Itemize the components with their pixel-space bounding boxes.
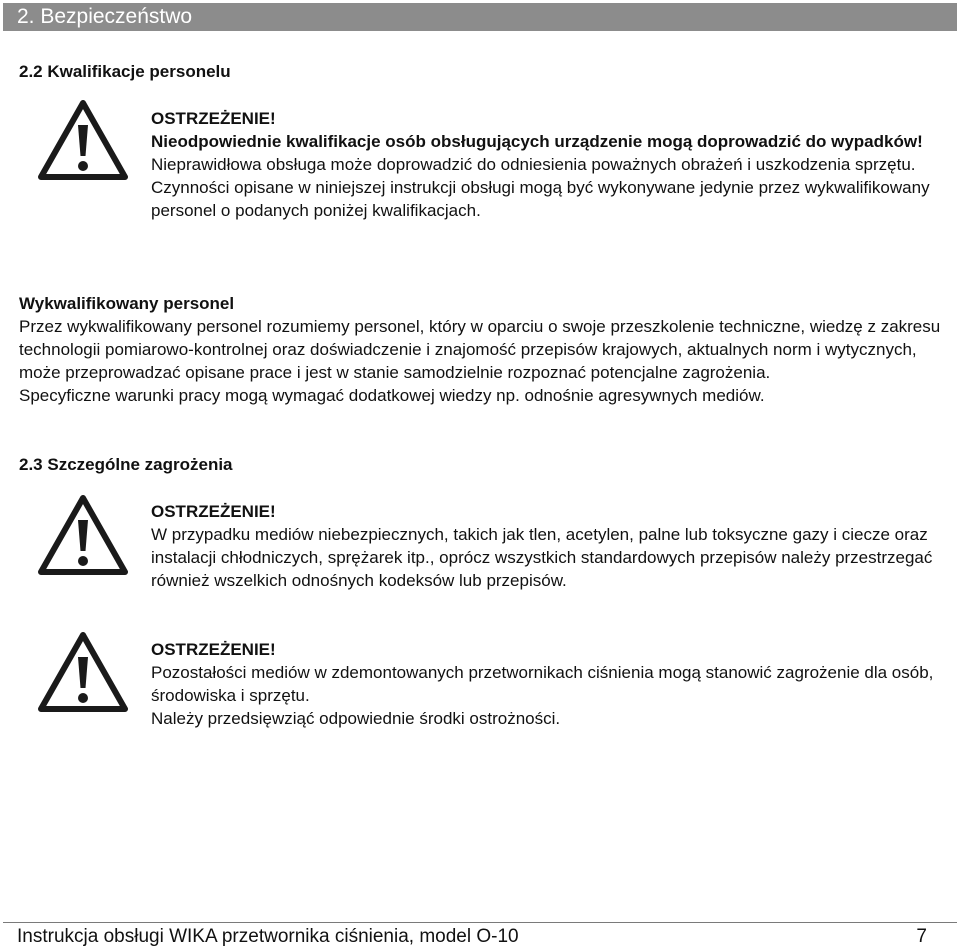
qualified-staff-section	[19, 292, 944, 407]
warning-media-residues	[151, 638, 941, 730]
heading-2-3: 2.3 Szczególne zagrożenia	[19, 455, 233, 474]
section-title: 2. Bezpieczeństwo	[17, 5, 193, 28]
page-number: 7	[916, 926, 927, 947]
warning-line: Czynności opisane w niniejszej instrukcji obsługi mogą być wykonywane jedynie przez wykwalifikowany personel o podanych poniżej kwalifikacjach.	[151, 178, 930, 220]
warning-hazardous-media	[151, 500, 941, 592]
warning-line: Nieprawidłowa obsługa może doprowadzić do odniesienia poważnych obrażeń i uszkodzenia sprzętu.	[151, 155, 916, 174]
section-header-bar	[3, 3, 957, 31]
warning-text: W przypadku mediów niebezpiecznych, takich jak tlen, acetylen, palne lub toksyczne gazy i ciecze oraz instalacji chłodniczych, sprężarek itp., oprócz wszystkich standardowych przepisów należy przestrzegać również wszelkich odnośnych kodeksów lub przepisów.	[151, 525, 933, 590]
warning-triangle-icon	[38, 495, 128, 575]
qualified-staff-title: Wykwalifikowany personel	[19, 294, 235, 313]
warning-qualification	[151, 107, 941, 222]
warning-line: Pozostałości mediów w zdemontowanych przetwornikach ciśnienia mogą stanowić zagrożenie dla osób, środowiska i sprzętu.	[151, 663, 934, 705]
warning-line: Należy przedsięwziąć odpowiednie środki ostrożności.	[151, 709, 561, 728]
qualified-staff-body: Przez wykwalifikowany personel rozumiemy personel, który w oparciu o swoje przeszkolenie techniczne, wiedzę z zakresu technologii pomiarowo-kontrolnej oraz doświadczenie i znajomość przepisów krajowych, aktualnych norm i wytycznych, może przeprowadzać opisane prace i jest w stanie samodzielnie rozpoznać potencjalne zagrożenia.	[19, 317, 941, 382]
qualified-staff-extra: Specyficzne warunki pracy mogą wymagać dodatkowej wiedzy np. odnośnie agresywnych mediów.	[19, 386, 765, 405]
warning-triangle-icon	[38, 100, 128, 180]
warning-label: OSTRZEŻENIE!	[151, 109, 276, 128]
warning-label: OSTRZEŻENIE!	[151, 640, 276, 659]
warning-triangle-icon	[38, 632, 128, 712]
footer-doc-title: Instrukcja obsługi WIKA przetwornika ciśnienia, model O-10	[17, 926, 519, 947]
page-footer	[3, 922, 957, 949]
heading-2-2: 2.2 Kwalifikacje personelu	[19, 62, 231, 81]
warning-bold-text: Nieodpowiednie kwalifikacje osób obsługujących urządzenie mogą doprowadzić do wypadków!	[151, 132, 923, 151]
warning-label: OSTRZEŻENIE!	[151, 502, 276, 521]
